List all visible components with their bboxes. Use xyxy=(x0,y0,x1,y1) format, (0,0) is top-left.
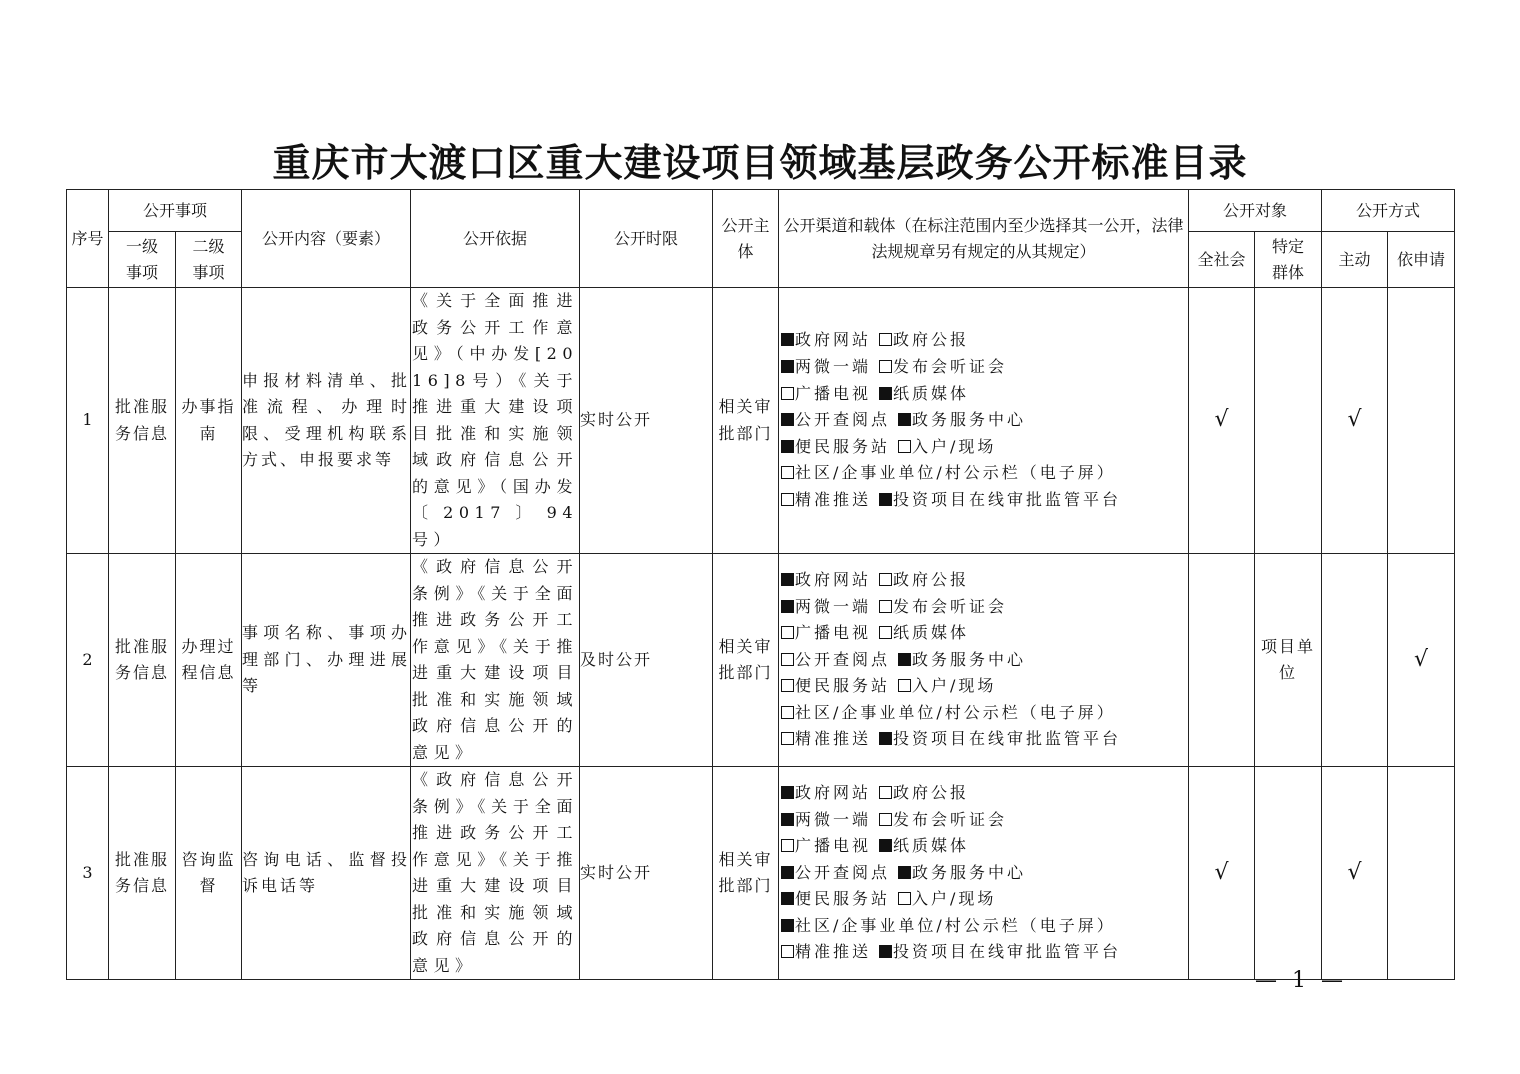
unchecked-box-icon xyxy=(879,626,892,639)
channel-label: 入户/现场 xyxy=(912,676,997,696)
unchecked-box-icon xyxy=(781,387,794,400)
table-row xyxy=(67,288,1455,554)
channel-label: 便民服务站 xyxy=(795,889,891,909)
channel-option xyxy=(879,384,969,403)
row-active: √ xyxy=(1322,767,1388,980)
channel-label: 精准推送 xyxy=(795,942,872,962)
unchecked-box-icon xyxy=(879,600,892,613)
row-content: 咨询电话、监督投诉电话等 xyxy=(242,767,411,980)
channel-label: 政府网站 xyxy=(795,330,872,350)
channel-option xyxy=(781,623,871,642)
channel-option xyxy=(879,836,969,855)
channel-option xyxy=(879,623,969,642)
checked-box-icon xyxy=(879,732,892,745)
checked-box-icon xyxy=(781,413,794,426)
channel-line xyxy=(781,594,1188,621)
channel-option xyxy=(781,863,890,882)
channel-option xyxy=(781,703,1116,722)
unchecked-box-icon xyxy=(781,466,794,479)
channel-label: 投资项目在线审批监管平台 xyxy=(893,942,1122,962)
channel-label: 入户/现场 xyxy=(912,889,997,909)
channel-line xyxy=(781,700,1188,727)
unchecked-box-icon xyxy=(879,573,892,586)
row-basis: 《政府信息公开条例》《关于全面推进政务公开工作意见》《关于推进重大建设项目批准和实施领域政府信息公开的意见》 xyxy=(411,767,580,980)
channel-label: 发布会听证会 xyxy=(893,596,1008,616)
channel-option xyxy=(898,650,1026,669)
channel-label: 发布会听证会 xyxy=(893,809,1008,829)
header-method: 公开方式 xyxy=(1322,190,1455,232)
channel-label: 发布会听证会 xyxy=(893,357,1008,377)
channel-option xyxy=(898,437,996,456)
channel-option xyxy=(781,783,871,802)
channel-line xyxy=(781,939,1188,966)
channel-option xyxy=(781,889,890,908)
channel-option xyxy=(879,810,1007,829)
channel-label: 精准推送 xyxy=(795,729,872,749)
channel-label: 政府公报 xyxy=(893,569,970,589)
row-channels xyxy=(779,554,1189,767)
channel-option xyxy=(879,783,969,802)
channel-label: 社区/企事业单位/村公示栏（电子屏） xyxy=(795,702,1116,722)
row-channels xyxy=(779,767,1189,980)
channel-label: 公开查阅点 xyxy=(795,862,891,882)
header-channels: 公开渠道和载体（在标注范围内至少选择其一公开，法律法规规章另有规定的从其规定） xyxy=(779,190,1189,288)
header-level2: 二级事项 xyxy=(176,232,242,288)
row-seq: 3 xyxy=(67,767,109,980)
channel-label: 政府网站 xyxy=(795,569,872,589)
row-level1: 批准服务信息 xyxy=(109,288,176,554)
checked-box-icon xyxy=(898,653,911,666)
channel-label: 公开查阅点 xyxy=(795,649,891,669)
channel-label: 投资项目在线审批监管平台 xyxy=(893,729,1122,749)
channel-option xyxy=(781,357,871,376)
unchecked-box-icon xyxy=(781,679,794,692)
channel-label: 入户/现场 xyxy=(912,436,997,456)
channel-line xyxy=(781,354,1188,381)
channel-label: 广播电视 xyxy=(795,383,872,403)
checked-box-icon xyxy=(781,573,794,586)
row-all-society: √ xyxy=(1189,767,1255,980)
channel-label: 纸质媒体 xyxy=(893,383,970,403)
channel-option xyxy=(879,597,1007,616)
channel-line xyxy=(781,620,1188,647)
channel-label: 政务服务中心 xyxy=(912,410,1027,430)
channel-label: 便民服务站 xyxy=(795,436,891,456)
header-basis: 公开依据 xyxy=(411,190,580,288)
channel-label: 社区/企事业单位/村公示栏（电子屏） xyxy=(795,915,1116,935)
header-specific-group: 特定群体 xyxy=(1255,232,1322,288)
channel-line xyxy=(781,434,1188,461)
unchecked-box-icon xyxy=(781,653,794,666)
channel-option xyxy=(879,357,1007,376)
channel-option xyxy=(898,889,996,908)
channel-option xyxy=(781,729,871,748)
channel-option xyxy=(879,942,1121,961)
channel-line xyxy=(781,487,1188,514)
checked-box-icon xyxy=(781,892,794,905)
row-subject: 相关审批部门 xyxy=(713,288,779,554)
unchecked-box-icon xyxy=(781,839,794,852)
channel-label: 精准推送 xyxy=(795,489,872,509)
row-level2: 办理过程信息 xyxy=(176,554,242,767)
channel-option xyxy=(781,437,890,456)
channel-option xyxy=(781,410,890,429)
channel-option xyxy=(781,916,1116,935)
header-seq: 序号 xyxy=(67,190,109,288)
table-row xyxy=(67,554,1455,767)
checked-box-icon xyxy=(898,413,911,426)
row-subject: 相关审批部门 xyxy=(713,767,779,980)
row-on-request xyxy=(1388,288,1455,554)
channel-line xyxy=(781,726,1188,753)
row-time: 实时公开 xyxy=(580,288,713,554)
row-specific-group xyxy=(1255,767,1322,980)
channel-label: 政府公报 xyxy=(893,330,970,350)
row-on-request: √ xyxy=(1388,554,1455,767)
header-subject: 公开主体 xyxy=(713,190,779,288)
channel-option xyxy=(781,650,890,669)
unchecked-box-icon xyxy=(879,813,892,826)
header-all-society: 全社会 xyxy=(1189,232,1255,288)
row-time: 及时公开 xyxy=(580,554,713,767)
channel-line xyxy=(781,913,1188,940)
row-seq: 2 xyxy=(67,554,109,767)
channel-option xyxy=(781,490,871,509)
unchecked-box-icon xyxy=(879,333,892,346)
channel-option xyxy=(898,863,1026,882)
channel-line xyxy=(781,807,1188,834)
checked-box-icon xyxy=(781,600,794,613)
checked-box-icon xyxy=(781,866,794,879)
row-seq: 1 xyxy=(67,288,109,554)
channel-label: 便民服务站 xyxy=(795,676,891,696)
unchecked-box-icon xyxy=(781,493,794,506)
channel-label: 公开查阅点 xyxy=(795,410,891,430)
channel-line xyxy=(781,860,1188,887)
unchecked-box-icon xyxy=(898,440,911,453)
channel-line xyxy=(781,833,1188,860)
unchecked-box-icon xyxy=(879,360,892,373)
channel-label: 纸质媒体 xyxy=(893,623,970,643)
document-title: 重庆市大渡口区重大建设项目领域基层政务公开标准目录 xyxy=(272,140,1248,185)
row-subject: 相关审批部门 xyxy=(713,554,779,767)
row-specific-group xyxy=(1255,288,1322,554)
channel-label: 政务服务中心 xyxy=(912,649,1027,669)
checked-box-icon xyxy=(898,866,911,879)
row-basis: 《关于全面推进政务公开工作意见》（中办发[2016]8号）《关于推进重大建设项目批准和实施领域政府信息公开的意见》（国办发〔2017〕94号） xyxy=(411,288,580,554)
row-level2: 办事指南 xyxy=(176,288,242,554)
channel-line xyxy=(781,780,1188,807)
channel-line xyxy=(781,886,1188,913)
row-specific-group: 项目单位 xyxy=(1255,554,1322,767)
channel-label: 两微一端 xyxy=(795,809,872,829)
checked-box-icon xyxy=(781,440,794,453)
channel-line xyxy=(781,381,1188,408)
channel-line xyxy=(781,567,1188,594)
channel-option xyxy=(781,597,871,616)
row-time: 实时公开 xyxy=(580,767,713,980)
channel-label: 广播电视 xyxy=(795,836,872,856)
unchecked-box-icon xyxy=(898,892,911,905)
channel-option xyxy=(898,676,996,695)
channel-option xyxy=(781,384,871,403)
row-content: 事项名称、事项办理部门、办理进展等 xyxy=(242,554,411,767)
unchecked-box-icon xyxy=(879,786,892,799)
channel-option xyxy=(879,570,969,589)
channel-label: 投资项目在线审批监管平台 xyxy=(893,489,1122,509)
header-time: 公开时限 xyxy=(580,190,713,288)
row-content: 申报材料清单、批准流程、办理时限、受理机构联系方式、申报要求等 xyxy=(242,288,411,554)
channel-option xyxy=(781,676,890,695)
table-row xyxy=(67,767,1455,980)
row-channels xyxy=(779,288,1189,554)
header-target: 公开对象 xyxy=(1189,190,1322,232)
channel-option xyxy=(879,729,1121,748)
channel-label: 政府网站 xyxy=(795,782,872,802)
channel-line xyxy=(781,647,1188,674)
checked-box-icon xyxy=(879,839,892,852)
channel-option xyxy=(781,570,871,589)
channel-label: 两微一端 xyxy=(795,596,872,616)
catalog-table xyxy=(66,189,1455,980)
unchecked-box-icon xyxy=(781,626,794,639)
header-content: 公开内容（要素） xyxy=(242,190,411,288)
checked-box-icon xyxy=(879,945,892,958)
channel-option xyxy=(781,463,1116,482)
unchecked-box-icon xyxy=(781,732,794,745)
checked-box-icon xyxy=(879,493,892,506)
unchecked-box-icon xyxy=(781,706,794,719)
channel-option xyxy=(781,942,871,961)
row-active xyxy=(1322,554,1388,767)
header-level1: 一级事项 xyxy=(109,232,176,288)
row-on-request xyxy=(1388,767,1455,980)
channel-option xyxy=(781,330,871,349)
channel-option xyxy=(879,330,969,349)
checked-box-icon xyxy=(781,333,794,346)
unchecked-box-icon xyxy=(781,945,794,958)
row-level1: 批准服务信息 xyxy=(109,767,176,980)
checked-box-icon xyxy=(879,387,892,400)
channel-line xyxy=(781,327,1188,354)
checked-box-icon xyxy=(781,813,794,826)
channel-line xyxy=(781,460,1188,487)
channel-label: 纸质媒体 xyxy=(893,836,970,856)
header-item: 公开事项 xyxy=(109,190,242,232)
unchecked-box-icon xyxy=(898,679,911,692)
channel-label: 政务服务中心 xyxy=(912,862,1027,882)
checked-box-icon xyxy=(781,786,794,799)
channel-line xyxy=(781,407,1188,434)
row-active: √ xyxy=(1322,288,1388,554)
checked-box-icon xyxy=(781,360,794,373)
header-on-request: 依申请 xyxy=(1388,232,1455,288)
channel-label: 政府公报 xyxy=(893,782,970,802)
page-number: — 1 — xyxy=(1255,968,1347,993)
row-all-society: √ xyxy=(1189,288,1255,554)
header-active: 主动 xyxy=(1322,232,1388,288)
row-level1: 批准服务信息 xyxy=(109,554,176,767)
channel-label: 广播电视 xyxy=(795,623,872,643)
checked-box-icon xyxy=(781,919,794,932)
row-basis: 《政府信息公开条例》《关于全面推进政务公开工作意见》《关于推进重大建设项目批准和实施领域政府信息公开的意见》 xyxy=(411,554,580,767)
channel-option xyxy=(898,410,1026,429)
channel-label: 两微一端 xyxy=(795,357,872,377)
channel-option xyxy=(879,490,1121,509)
channel-option xyxy=(781,810,871,829)
channel-option xyxy=(781,836,871,855)
channel-label: 社区/企事业单位/村公示栏（电子屏） xyxy=(795,463,1116,483)
row-all-society xyxy=(1189,554,1255,767)
channel-line xyxy=(781,673,1188,700)
row-level2: 咨询监督 xyxy=(176,767,242,980)
